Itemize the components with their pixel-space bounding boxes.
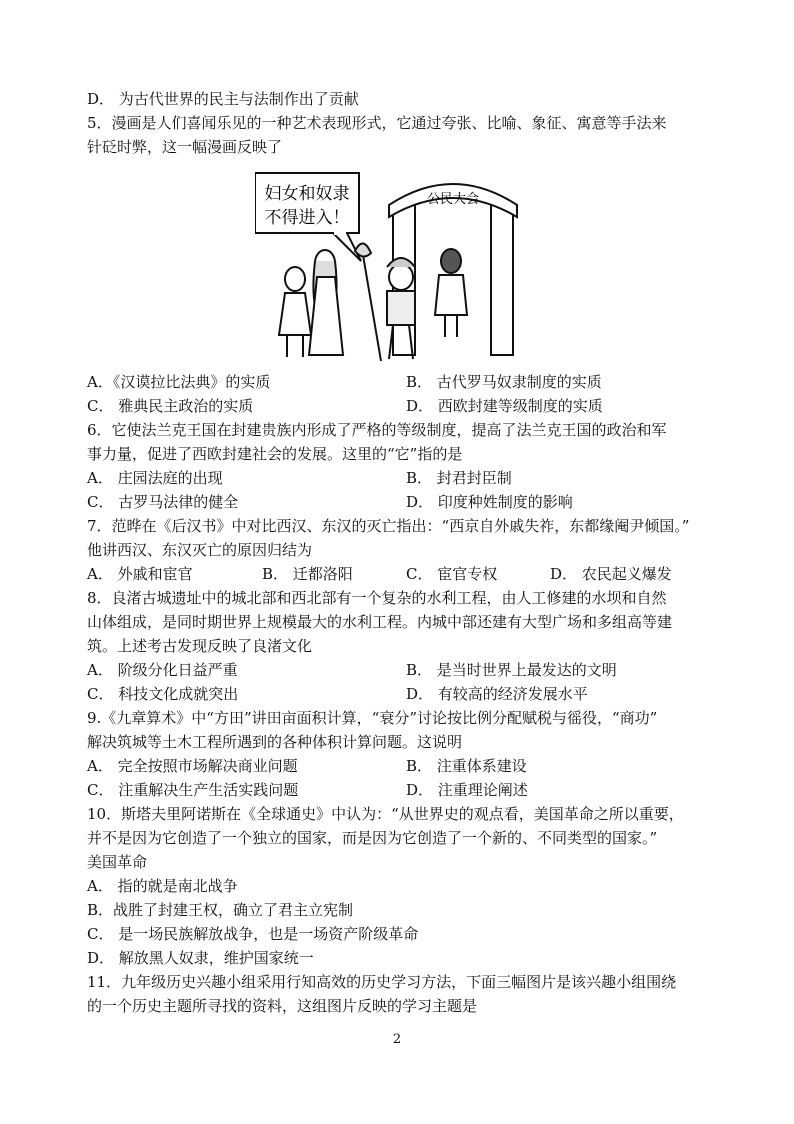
question-stem-line: 9.《九章算术》中“方田”讲田亩面积计算，“衰分”讨论按比例分配赋税与徭役，“商功” [87, 709, 658, 727]
option-c: C． 是一场民族解放战争，也是一场资产阶级革命 [87, 925, 419, 943]
option-b: B． 迁都洛阳 [262, 565, 353, 583]
option-d: D． 有较高的经济发展水平 [406, 685, 588, 703]
option-a: A． 外戚和宦官 [87, 565, 193, 583]
option-a: A． 指的就是南北战争 [87, 877, 238, 895]
cartoon-illustration [255, 165, 525, 365]
option-c: C． 古罗马法律的健全 [87, 493, 239, 511]
question-stem-line: 事力量，促进了西欧封建社会的发展。这里的“它”指的是 [87, 445, 463, 463]
speech-text-line: 不得进入！ [264, 208, 350, 228]
question-stem-line: 5．漫画是人们喜闻乐见的一种艺术表现形式，它通过夸张、比喻、象征、寓意等手法来 [87, 114, 667, 132]
option-d: D． 解放黑人奴隶，维护国家统一 [87, 949, 314, 967]
question-stem-line: 的一个历史主题所寻找的资料，这组图片反映的学习主题是 [87, 997, 478, 1015]
page-number: 2 [392, 1032, 402, 1047]
question-stem-line: 他讲西汉、东汉灭亡的原因归结为 [87, 541, 313, 559]
option-b: B． 注重体系建设 [406, 757, 527, 775]
question-stem-line: 美国革命 [87, 853, 148, 871]
option-d: D． 农民起义爆发 [550, 565, 672, 583]
option-c: C． 注重解决生产生活实践问题 [87, 781, 299, 799]
arch-pillar-right [491, 205, 513, 355]
option-b: B． 古代罗马奴隶制度的实质 [406, 373, 602, 391]
option-b: B．战胜了封建王权，确立了君主立宪制 [87, 901, 354, 919]
woman-figure [309, 250, 343, 355]
slave-figure [279, 267, 311, 357]
question-stem-line: 筑。上述考古发现反映了良渚文化 [87, 637, 313, 655]
question-stem-line: 7．范晔在《后汉书》中对比西汉、东汉的灭亡指出：“西京自外戚失祚，东都缘阉尹倾国。” [87, 517, 690, 535]
arch-sign-text: 公民大会 [426, 192, 480, 207]
option-d: D． 印度种姓制度的影响 [406, 493, 573, 511]
option-c: C． 雅典民主政治的实质 [87, 397, 254, 415]
option-d: D． 西欧封建等级制度的实质 [406, 397, 603, 415]
question-stem-line: 8．良渚古城遗址中的城北部和西北部有一个复杂的水利工程，由人工修建的水坝和自然 [87, 589, 667, 607]
option-b: B． 封君封臣制 [406, 469, 512, 487]
option-line: D． 为古代世界的民主与法制作出了贡献 [87, 90, 359, 108]
option-c: C． 宦官专权 [406, 565, 498, 583]
question-stem-line: 11．九年级历史兴趣小组采用行知高效的历史学习方法，下面三幅图片是该兴趣小组围绕 [87, 973, 677, 991]
option-c: C． 科技文化成就突出 [87, 685, 239, 703]
question-stem-line: 6．它使法兰克王国在封建贵族内形成了严格的等级制度，提高了法兰克王国的政治和军 [87, 421, 667, 439]
option-a: A． 阶级分化日益严重 [87, 661, 238, 679]
question-stem-line: 针砭时弊，这一幅漫画反映了 [87, 138, 283, 156]
question-stem-line: 10．斯塔夫里阿诺斯在《全球通史》中认为：“从世界史的观点看，美国革命之所以重要， [87, 805, 684, 823]
option-b: B． 是当时世界上最发达的文明 [406, 661, 617, 679]
option-d: D． 注重理论阐述 [406, 781, 528, 799]
option-a: A． 庄园法庭的出现 [87, 469, 223, 487]
citizen-figure [435, 249, 467, 337]
option-a: A．《汉谟拉比法典》的实质 [87, 373, 271, 391]
question-stem-line: 解决筑城等土木工程所遇到的各种体积计算问题。这说明 [87, 733, 463, 751]
question-stem-line: 并不是因为它创造了一个独立的国家，而是因为它创造了一个新的、不同类型的国家。” [87, 829, 658, 847]
speech-text-line: 妇女和奴隶 [264, 184, 350, 204]
question-stem-line: 山体组成，是同时期世界上规模最大的水利工程。内城中部还建有大型广场和多组高等建 [87, 613, 673, 631]
option-a: A． 完全按照市场解决商业问题 [87, 757, 298, 775]
